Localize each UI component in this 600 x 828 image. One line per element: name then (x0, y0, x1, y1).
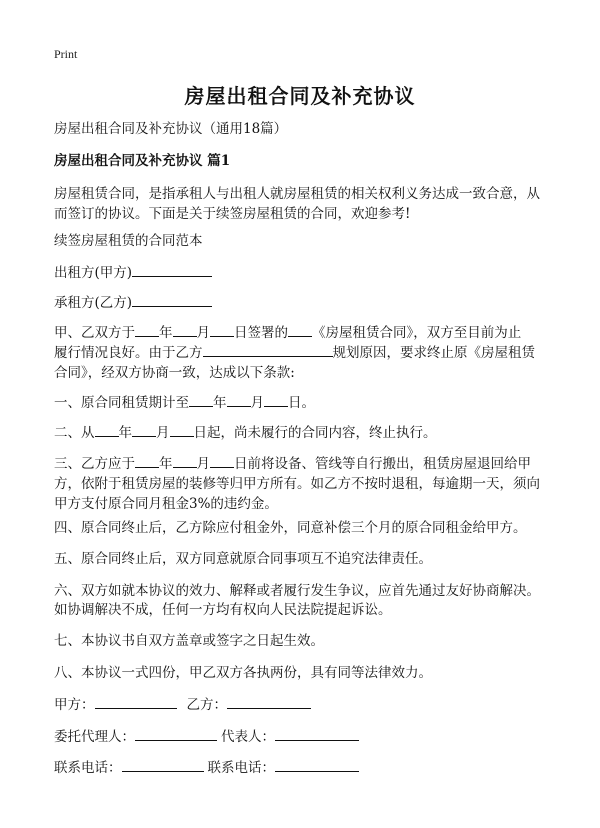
blank (135, 453, 159, 468)
agent-blank (135, 726, 217, 741)
p1-text-d: 日签署的 (234, 325, 288, 341)
clause-7: 七、本协议书自双方盖章或签字之日起生效。 (54, 633, 324, 649)
c3-text-b: 年 (159, 456, 173, 472)
c1-text-b: 年 (213, 395, 227, 411)
lessee-line (54, 292, 554, 314)
c3-text-d: 日前将设备、管线等自行搬出，租赁房屋退回给甲 (234, 456, 531, 472)
c3-text-a: 三、乙方应于 (54, 456, 135, 472)
agent-label: 委托代理人： (54, 729, 135, 745)
lessor-blank (132, 262, 212, 277)
phone-b-label: 联系电话： (207, 760, 275, 776)
blank (189, 392, 213, 407)
clause-2 (54, 422, 554, 444)
clause-6-line-1: 六、双方如就本协议的效力、解释或者履行发生争议，应首先通过友好协商解决。 (54, 583, 540, 599)
blank (173, 453, 197, 468)
c2-text-d: 日起，尚未履行的合同内容，终止执行。 (193, 425, 437, 441)
clause-4: 四、原合同终止后，乙方除应付租金外，同意补偿三个月的原合同租金给甲方。 (54, 520, 527, 536)
paragraph-1-line-3: 合同》，经双方协商一致，达成以下条款: (54, 365, 295, 381)
signature-row-parties (54, 694, 554, 716)
signature-row-phones (54, 757, 554, 779)
p1-text-e: 《房屋租赁合同》，双方至目前为止 (312, 325, 522, 341)
clause-6-line-2: 如协调解决不成，任何一方均有权向人民法院提起诉讼。 (54, 602, 392, 618)
blank (210, 453, 234, 468)
lessor-label: 出租方(甲方) (54, 265, 133, 281)
party-b-label: 乙方： (186, 697, 227, 713)
print-label: Print (54, 47, 78, 61)
p1-text-c: 月 (196, 325, 210, 341)
section-heading: 房屋出租合同及补充协议 篇1 (54, 153, 231, 169)
party-a-label: 甲方： (54, 697, 95, 713)
blank (264, 392, 288, 407)
paragraph-1-line-1 (54, 322, 554, 344)
party-b-blank (227, 694, 311, 709)
intro-line-1: 房屋租赁合同，是指承租人与出租人就房屋租赁的相关权利义务达成一致合意，从 (54, 186, 540, 202)
clause-5: 五、原合同终止后，双方同意就原合同事项互不追究法律责任。 (54, 551, 432, 567)
blank (95, 422, 119, 437)
c3-text-c: 月 (196, 456, 210, 472)
signature-row-agents (54, 726, 554, 748)
paragraph-1-line-2 (54, 342, 554, 364)
clause-3-line-2: 方，依附于租赁房屋的装修等归甲方所有。如乙方不按时退租，每逾期一天，须向 (54, 476, 540, 492)
blank (135, 322, 159, 337)
lessor-line (54, 262, 554, 284)
intro-line-2: 而签订的协议。下面是关于续签房屋租赁的合同，欢迎参考! (54, 206, 411, 222)
lessee-label: 承租方(乙方) (54, 295, 133, 311)
p1-line2-b: 规划原因，要求终止原《房屋租赁 (332, 345, 535, 361)
representative-label: 代表人： (221, 729, 275, 745)
blank (210, 322, 234, 337)
clause-8: 八、本协议一式四份，甲乙双方各执两份，具有同等法律效力。 (54, 665, 432, 681)
representative-blank (275, 726, 359, 741)
phone-a-blank (122, 757, 204, 772)
c1-text-a: 一、原合同租赁期计至 (54, 395, 189, 411)
blank (227, 392, 251, 407)
c1-text-c: 月 (250, 395, 264, 411)
clause-3-line-3: 甲方支付原合同月租金3%的违约金。 (54, 496, 278, 512)
c2-text-a: 二、从 (54, 425, 95, 441)
lessee-blank (132, 292, 212, 307)
blank (170, 422, 194, 437)
clause-3-line-1 (54, 453, 554, 475)
blank (173, 322, 197, 337)
c2-text-c: 月 (156, 425, 170, 441)
c1-text-d: 日。 (288, 395, 315, 411)
document-subtitle: 房屋出租合同及补充协议（通用18篇） (54, 121, 288, 137)
c2-text-b: 年 (118, 425, 132, 441)
blank (132, 422, 156, 437)
phone-a-label: 联系电话： (54, 760, 122, 776)
p1-line2-a: 履行情况良好。由于乙方 (54, 345, 203, 361)
phone-b-blank (275, 757, 359, 772)
p1-text-b: 年 (159, 325, 173, 341)
blank (288, 322, 312, 337)
document-title: 房屋出租合同及补充协议 (184, 84, 416, 108)
sample-title: 续签房屋租赁的合同范本 (54, 233, 203, 249)
clause-1 (54, 392, 554, 414)
blank (203, 342, 333, 357)
party-a-blank (95, 694, 177, 709)
p1-text-a: 甲、乙双方于 (54, 325, 135, 341)
